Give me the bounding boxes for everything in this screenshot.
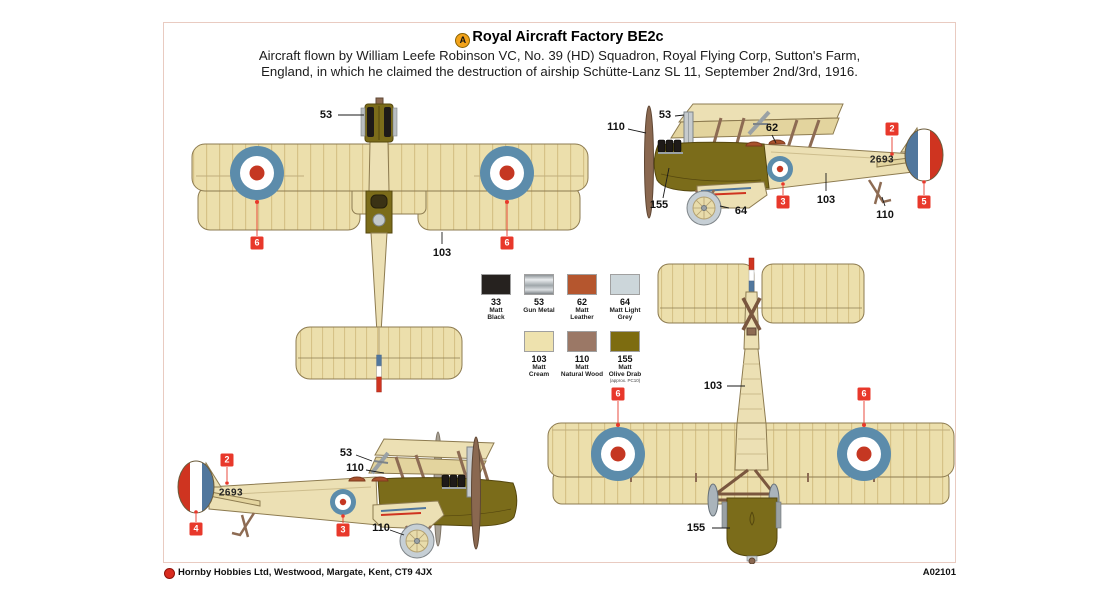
serial-number: 2693 [218, 487, 244, 499]
paint-code: 53 [533, 297, 544, 307]
callout-wing-103: 103 [432, 247, 452, 259]
callout-wheel-64: 64 [734, 205, 748, 217]
paint-swatch [524, 331, 554, 352]
page-title [164, 29, 955, 48]
paint-code: 64 [619, 297, 630, 307]
paint-swatch [567, 331, 597, 352]
subtitle-line-1: Aircraft flown by William Leefe Robinson VC, No. 39 (HD) Squadron, Royal Flying Corp, Sutton's Farm, [258, 48, 861, 63]
callout-cowling-155: 155 [686, 522, 706, 534]
paint-finish: Matt [618, 364, 632, 371]
kit-number: A02101 [922, 567, 956, 578]
marking-callout-2: 2 [886, 123, 899, 136]
hornby-logo-icon [164, 568, 175, 579]
aircraft-name: Royal Aircraft Factory BE2c [472, 29, 664, 45]
subtitle-line-2: England, in which he claimed the destruction of airship Schütte-Lanz SL 11, September 2nd/3rd, 1916. [261, 63, 858, 79]
footer [163, 566, 956, 582]
paint-swatch [610, 274, 640, 295]
paint-finish: Matt [575, 307, 589, 314]
paint-note: (approx. PC10) [609, 378, 641, 383]
paint-swatch [567, 274, 597, 295]
paint-code: 110 [574, 354, 590, 364]
paint-code: 33 [490, 297, 501, 307]
paint-name: Natural Wood [560, 371, 604, 378]
paint-finish: Matt [532, 364, 546, 371]
marking-callout-6-right: 6 [858, 388, 871, 401]
header [164, 29, 955, 79]
callout-cockpit-62: 62 [765, 122, 779, 134]
publisher-address: Hornby Hobbies Ltd, Westwood, Margate, Kent, CT9 4JX [178, 567, 433, 578]
marking-callout-5: 5 [918, 196, 931, 209]
paint-swatch [524, 274, 554, 295]
paint-swatch [610, 331, 640, 352]
callout-undercarriage-110: 110 [372, 522, 390, 534]
paint-name: Grey [617, 314, 633, 321]
side-starboard-artwork [601, 96, 961, 241]
marking-callout-6-left: 6 [612, 388, 625, 401]
callout-tailskid-110: 110 [876, 209, 894, 221]
callout-propeller-110: 110 [607, 121, 625, 133]
painting-guide-sheet [163, 22, 956, 563]
callout-gun-53: 53 [339, 447, 353, 459]
marking-callout-6-left: 6 [251, 237, 264, 250]
marking-callout-4: 4 [190, 523, 203, 536]
scheme-a-badge-icon: A [455, 33, 470, 48]
paint-code: 103 [531, 354, 547, 364]
callout-radiator-53: 53 [658, 109, 672, 121]
paint-finish: Matt Light [609, 307, 641, 314]
callout-cowling-155: 155 [649, 199, 669, 211]
callout-strut-110: 110 [346, 462, 364, 474]
paint-finish: Matt [489, 307, 503, 314]
callout-engine-53: 53 [319, 109, 333, 121]
callout-fuselage-103: 103 [703, 380, 723, 392]
paint-64 [596, 274, 654, 321]
side-starboard-view [601, 96, 961, 241]
paint-finish: Matt [575, 364, 589, 371]
paint-name: Black [487, 314, 505, 321]
marking-callout-3: 3 [337, 524, 350, 537]
paint-155 [596, 331, 654, 383]
paint-code: 155 [617, 354, 633, 364]
marking-callout-2: 2 [221, 454, 234, 467]
serial-number: 2693 [869, 154, 895, 166]
paint-name: Cream [528, 371, 550, 378]
paint-name: Leather [570, 314, 594, 321]
callout-fuselage-103: 103 [816, 194, 836, 206]
marking-callout-3: 3 [777, 196, 790, 209]
marking-callout-6-right: 6 [501, 237, 514, 250]
paint-swatch [481, 274, 511, 295]
paint-code: 62 [576, 297, 587, 307]
paint-name: Olive Drab [608, 371, 642, 378]
paint-name: Gun Metal [523, 307, 555, 314]
side-port-view [176, 431, 536, 576]
